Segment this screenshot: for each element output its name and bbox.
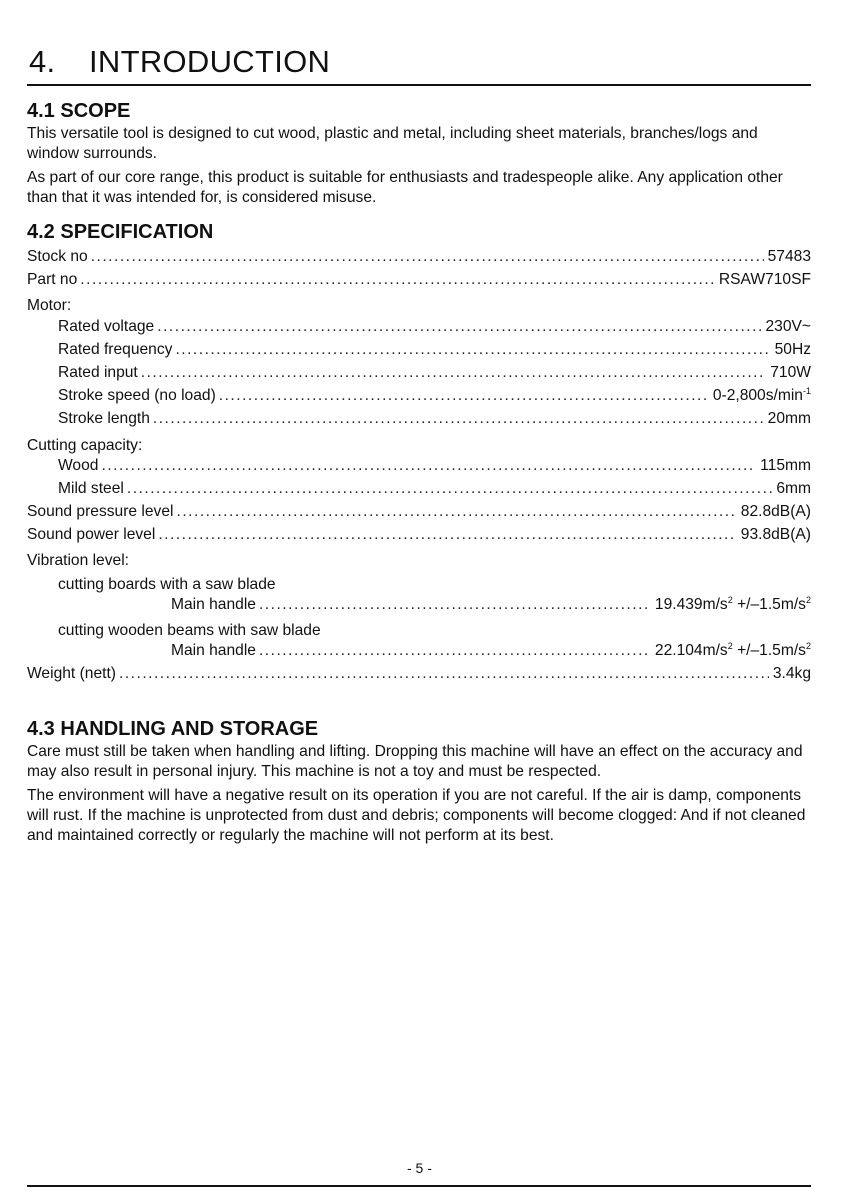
dot-leader [91, 248, 764, 266]
spec-row-sound-power [27, 526, 811, 549]
handling-paragraph-1: Care must still be taken when handling and lifting. Dropping this machine will have an effect on the accuracy and may also result in personal injury. This machine is not a toy and must be respected. [27, 743, 803, 780]
chapter-number: 4. [29, 44, 56, 79]
scope-heading: 4.1 SCOPE [27, 100, 131, 122]
spec-label: Main handle [171, 642, 256, 660]
scope-paragraph-2: As part of our core range, this product is suitable for enthusiasts and tradespeople alike. Any application other than that it was intended for, is considered misuse. [27, 169, 783, 206]
spec-value: 710W [770, 363, 811, 381]
spec-row-rated-voltage [27, 318, 811, 341]
scope-section [27, 98, 811, 212]
handling-paragraph-2: The environment will have a negative result on its operation if you are not careful. If the air is damp, components will rust. If the machine is unprotected from dust and debris; components will become clogged: And if not cleaned and maintained correctly or regularly the machine will not perform at its best. [27, 787, 806, 844]
dot-leader [127, 480, 772, 498]
tolerance-text: +/–1.5m/s [732, 642, 806, 660]
spec-label: Sound pressure level [27, 503, 174, 521]
specification-section [27, 219, 811, 689]
spec-row-mild-steel [27, 480, 811, 503]
vibration-condition-beams: cutting wooden beams with saw blade [58, 622, 321, 639]
spec-row-part-no [27, 271, 811, 294]
dot-leader [175, 341, 770, 359]
spec-value: 115mm [760, 456, 811, 474]
dot-leader [259, 596, 651, 614]
spec-value-text: 19.439m/s [654, 595, 728, 613]
dot-leader [219, 387, 709, 405]
dot-leader [141, 364, 766, 382]
vibration-condition-boards: cutting boards with a saw blade [58, 575, 276, 593]
dot-leader [158, 526, 736, 544]
spec-value: 3.4kg [772, 665, 811, 683]
dot-leader [157, 318, 761, 336]
specification-heading: 4.2 SPECIFICATION [27, 221, 214, 243]
spec-value: 93.8dB(A) [740, 526, 811, 544]
superscript: -1 [802, 385, 811, 396]
chapter-title [29, 44, 330, 80]
spec-value: 6mm [776, 479, 811, 497]
spec-value-text: 22.104m/s [654, 642, 728, 660]
spec-value [713, 387, 811, 405]
spec-row-rated-input [27, 364, 811, 387]
spec-value: 82.8dB(A) [740, 503, 811, 521]
spec-row-vibration-boards [27, 596, 811, 619]
spec-row-sound-pressure [27, 503, 811, 526]
spec-label: Stock no [27, 248, 88, 265]
spec-label: Wood [58, 456, 99, 474]
handling-section [27, 716, 811, 850]
manual-page [27, 0, 811, 1192]
superscript: 2 [805, 594, 811, 605]
superscript: 2 [727, 594, 733, 605]
tolerance-text: +/–1.5m/s [732, 595, 806, 613]
spec-value [655, 596, 811, 614]
spec-label: Rated voltage [58, 317, 155, 335]
superscript: 2 [727, 641, 733, 651]
spec-label: Main handle [171, 595, 256, 613]
chapter-title-text: INTRODUCTION [89, 44, 331, 79]
spec-value: 50Hz [774, 340, 811, 358]
vibration-group-label: Vibration level: [27, 552, 129, 570]
dot-leader [177, 503, 737, 521]
spec-row-stroke-speed [27, 387, 811, 410]
spec-label: Stroke length [58, 410, 150, 428]
spec-row-wood [27, 457, 811, 480]
page-number: - 5 - [407, 1160, 432, 1176]
dot-leader [259, 642, 651, 660]
spec-row-stroke-length [27, 410, 811, 433]
spec-value: 20mm [767, 410, 811, 428]
spec-list [27, 248, 811, 689]
dot-leader [153, 410, 764, 428]
spec-value: 230V~ [765, 317, 811, 335]
spec-row-stock-no [27, 248, 811, 271]
dot-leader [119, 665, 769, 683]
spec-label: Part no [27, 271, 78, 289]
scope-paragraph-1: This versatile tool is designed to cut wood, plastic and metal, including sheet materials, branches/logs and window surrounds. [27, 125, 758, 162]
spec-value [655, 642, 811, 660]
dot-leader [101, 457, 756, 475]
spec-row-vibration-beams [27, 642, 811, 665]
spec-label: Stroke speed (no load) [58, 387, 216, 405]
superscript: 2 [805, 641, 811, 651]
spec-value: RSAW710SF [718, 271, 811, 289]
spec-row-rated-frequency [27, 341, 811, 364]
spec-value-text: 0-2,800s/min [712, 387, 803, 405]
spec-label: Sound power level [27, 526, 156, 544]
spec-row-weight [27, 665, 811, 688]
footer-divider [27, 1185, 811, 1187]
handling-heading: 4.3 HANDLING AND STORAGE [27, 718, 319, 740]
motor-group-label: Motor: [27, 297, 72, 315]
spec-label: Rated frequency [58, 340, 173, 358]
cutting-capacity-group-label: Cutting capacity: [27, 436, 143, 454]
dot-leader [80, 271, 715, 289]
spec-label: Rated input [58, 363, 138, 381]
spec-label: Mild steel [58, 479, 124, 497]
spec-value: 57483 [767, 248, 811, 265]
spec-label: Weight (nett) [27, 665, 116, 683]
chapter-divider [27, 84, 811, 86]
